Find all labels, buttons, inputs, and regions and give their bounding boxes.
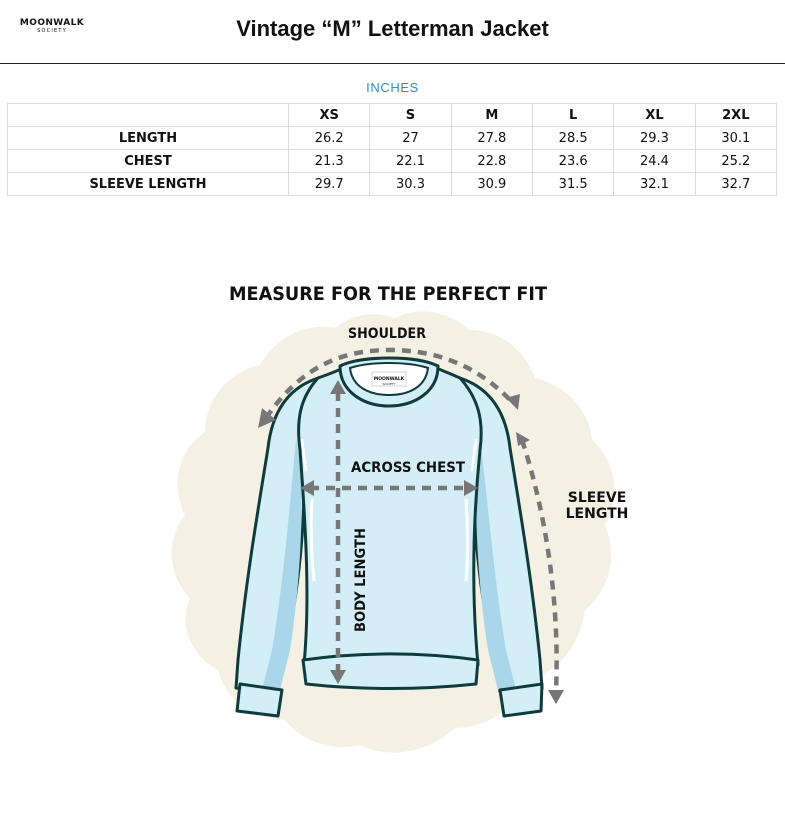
table-cell: 32.7 <box>695 173 776 196</box>
guide-heading: MEASURE FOR THE PERFECT FIT <box>229 283 548 305</box>
sleeve-length-label-line2: LENGTH <box>565 506 629 522</box>
header <box>0 0 785 64</box>
tag-brand-text: MOONWALK <box>373 377 405 382</box>
logo-main-text: MOONWALK <box>19 18 85 28</box>
table-header-cell: XL <box>614 104 695 127</box>
table-cell: 27.8 <box>451 127 532 150</box>
table-cell: 30.9 <box>451 173 532 196</box>
row-label: CHEST <box>8 150 289 173</box>
left-cuff <box>237 684 282 716</box>
tag-sub-text: SOCIETY <box>382 382 396 386</box>
sweater-hem <box>303 654 478 689</box>
table-header-cell <box>8 104 289 127</box>
across-chest-label: ACROSS CHEST <box>351 460 466 476</box>
sleeve-length-label-line1: SLEEVE <box>567 490 627 506</box>
table-cell: 23.6 <box>532 150 613 173</box>
row-label: LENGTH <box>8 127 289 150</box>
table-cell: 21.3 <box>289 150 370 173</box>
table-header-row <box>8 104 777 127</box>
table-cell: 29.7 <box>289 173 370 196</box>
table-cell: 22.1 <box>370 150 451 173</box>
sleeve-highlight <box>466 500 468 580</box>
unit-label: INCHES <box>366 80 419 95</box>
table-header-cell: L <box>532 104 613 127</box>
table-cell: 27 <box>370 127 451 150</box>
table-row <box>8 150 777 173</box>
table-cell: 30.3 <box>370 173 451 196</box>
table-row <box>8 173 777 196</box>
table-header-cell: 2XL <box>695 104 776 127</box>
table-header-cell: M <box>451 104 532 127</box>
row-label: SLEEVE LENGTH <box>8 173 289 196</box>
table-cell: 30.1 <box>695 127 776 150</box>
body-length-label: BODY LENGTH <box>353 521 369 632</box>
sweater-body <box>299 364 482 665</box>
table-cell: 31.5 <box>532 173 613 196</box>
table-cell: 22.8 <box>451 150 532 173</box>
table-header-cell: XS <box>289 104 370 127</box>
table-cell: 24.4 <box>614 150 695 173</box>
table-cell: 26.2 <box>289 127 370 150</box>
measurement-guide-illustration <box>150 270 650 770</box>
table-header-cell: S <box>370 104 451 127</box>
table-cell: 32.1 <box>614 173 695 196</box>
table-row <box>8 127 777 150</box>
logo-sub-text: SOCIETY <box>37 28 67 34</box>
page-title: Vintage “M” Letterman Jacket <box>236 16 549 41</box>
right-cuff <box>500 684 542 716</box>
table-cell: 25.2 <box>695 150 776 173</box>
size-chart-table <box>7 103 777 196</box>
shoulder-label: SHOULDER <box>348 326 427 342</box>
table-cell: 29.3 <box>614 127 695 150</box>
table-cell: 28.5 <box>532 127 613 150</box>
arrowhead <box>548 690 564 704</box>
